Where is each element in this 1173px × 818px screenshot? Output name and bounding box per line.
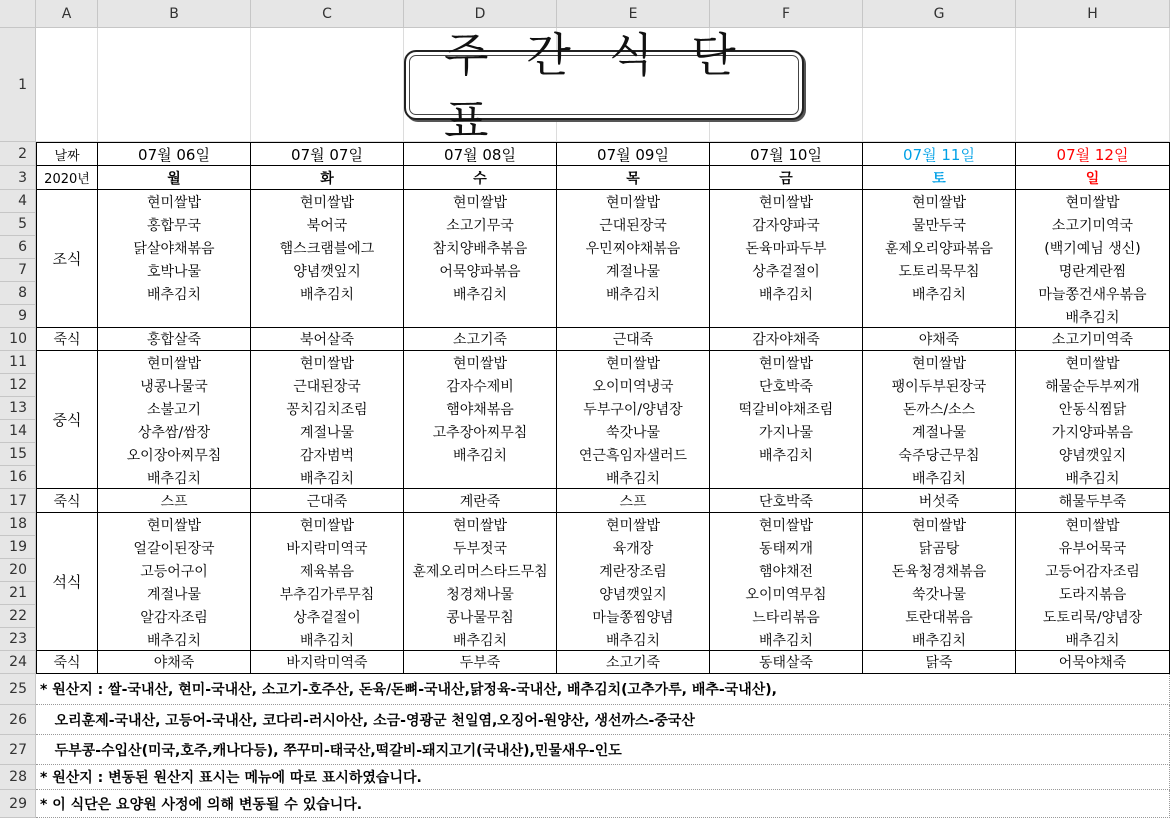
menu-item[interactable]: 현미쌀밥 — [911, 194, 967, 211]
menu-item[interactable]: 배추김치 — [1065, 632, 1120, 649]
menu-item[interactable]: 소고기미역국 — [1051, 217, 1134, 234]
menu-item[interactable]: 양념깻잎지 — [1058, 447, 1127, 464]
porridge-item[interactable]: 소고기죽 — [557, 651, 710, 674]
row-header-11[interactable]: 11 — [0, 351, 36, 374]
menu-item[interactable]: 쑥갓나물 — [605, 424, 661, 441]
menu-item[interactable]: 해물순두부찌개 — [1045, 378, 1140, 395]
menu-item[interactable]: 현미쌀밥 — [299, 194, 355, 211]
column-header-E[interactable]: E — [557, 0, 710, 28]
menu-item[interactable]: 현미쌀밥 — [299, 355, 355, 372]
row-header-8[interactable]: 8 — [0, 282, 36, 305]
porridge-item[interactable]: 어묵야채죽 — [1016, 651, 1170, 674]
porridge-label[interactable]: 죽식 — [36, 489, 98, 513]
porridge-item[interactable]: 홍합살죽 — [98, 328, 251, 351]
menu-item[interactable] — [251, 305, 403, 328]
menu-item[interactable]: 현미쌀밥 — [452, 517, 508, 534]
weekday-cell[interactable]: 수 — [404, 166, 557, 190]
porridge-item[interactable]: 야채죽 — [863, 328, 1016, 351]
menu-item[interactable]: 도라지볶음 — [1058, 586, 1127, 603]
menu-item[interactable]: 배추김치 — [452, 447, 508, 464]
menu-item[interactable]: 현미쌀밥 — [605, 517, 661, 534]
menu-item[interactable]: 안동식찜닭 — [1058, 401, 1127, 418]
menu-item[interactable]: 계절나물 — [911, 424, 967, 441]
row-header-1[interactable]: 1 — [0, 28, 36, 142]
menu-item[interactable]: 어묵양파볶음 — [439, 263, 521, 280]
row-header-5[interactable]: 5 — [0, 213, 36, 236]
row-header-18[interactable]: 18 — [0, 513, 36, 536]
porridge-item[interactable]: 근대죽 — [251, 489, 404, 513]
menu-item[interactable]: 북어국 — [306, 217, 348, 234]
row-header-4[interactable]: 4 — [0, 190, 36, 213]
menu-item[interactable]: 현미쌀밥 — [146, 355, 202, 372]
menu-item[interactable]: 햄야채볶음 — [446, 401, 514, 418]
menu-item[interactable]: 감자양파국 — [752, 217, 820, 234]
menu-item[interactable]: 훈제오리머스타드무침 — [412, 563, 548, 580]
menu-item[interactable]: 배추김치 — [452, 286, 508, 303]
menu-item[interactable]: 배추김치 — [605, 286, 661, 303]
row-header-9[interactable]: 9 — [0, 305, 36, 328]
origin-note[interactable]: * 원산지 : 쌀-국내산, 현미-국내산, 소고기-호주산, 돈육/돈뼈-국내산,닭정육-국내산, 배추김치(고추가루, 배추-국내산), — [36, 674, 1170, 705]
menu-item[interactable]: 현미쌀밥 — [758, 517, 814, 534]
porridge-item[interactable]: 근대죽 — [557, 328, 710, 351]
menu-item[interactable]: 부추김가루무침 — [279, 586, 375, 603]
menu-item[interactable]: 배추김치 — [146, 470, 202, 487]
menu-item[interactable]: 배추김치 — [299, 286, 355, 303]
porridge-item[interactable]: 단호박죽 — [710, 489, 863, 513]
row-header-17[interactable]: 17 — [0, 489, 36, 513]
menu-item[interactable]: 현미쌀밥 — [299, 517, 355, 534]
year-label[interactable]: 2020년 — [36, 166, 98, 190]
porridge-item[interactable]: 버섯죽 — [863, 489, 1016, 513]
menu-item[interactable]: 돈육청경채볶음 — [891, 563, 987, 580]
menu-item[interactable]: 양념깻잎지 — [293, 263, 361, 280]
porridge-item[interactable]: 소고기죽 — [404, 328, 557, 351]
menu-item[interactable]: 돈까스/소스 — [902, 401, 976, 418]
cell[interactable] — [36, 28, 98, 142]
menu-item[interactable]: 고등어감자조림 — [1045, 563, 1140, 580]
cell[interactable] — [1016, 28, 1170, 142]
menu-item[interactable]: 참치양배추볶음 — [432, 240, 528, 257]
row-header-26[interactable]: 26 — [0, 705, 36, 735]
menu-item[interactable]: 근대된장국 — [599, 217, 667, 234]
menu-item[interactable]: 현미쌀밥 — [146, 194, 202, 211]
column-header-G[interactable]: G — [863, 0, 1016, 28]
row-header-10[interactable]: 10 — [0, 328, 36, 351]
menu-item[interactable]: 돈육마파두부 — [745, 240, 827, 257]
menu-item[interactable]: 현미쌀밥 — [758, 355, 814, 372]
menu-item[interactable]: 현미쌀밥 — [758, 194, 814, 211]
cell[interactable] — [98, 28, 251, 142]
weekday-cell[interactable]: 월 — [98, 166, 251, 190]
menu-item[interactable]: (백기예님 생신) — [1044, 240, 1141, 257]
menu-item[interactable]: 마늘쫑건새우볶음 — [1038, 286, 1147, 303]
menu-item[interactable]: 배추김치 — [146, 632, 202, 649]
row-header-3[interactable]: 3 — [0, 166, 36, 190]
origin-note[interactable]: 오리훈제-국내산, 고등어-국내산, 코다리-러시아산, 소금-영광군 천일염,오징어-원양산, 생선까스-중국산 — [36, 705, 1170, 735]
column-header-B[interactable]: B — [98, 0, 251, 28]
menu-item[interactable]: 알감자조림 — [140, 609, 208, 626]
weekday-cell[interactable]: 금 — [710, 166, 863, 190]
menu-item[interactable] — [404, 466, 556, 489]
row-header-27[interactable]: 27 — [0, 735, 36, 765]
lunch-label[interactable]: 중식 — [36, 351, 98, 489]
menu-item[interactable]: 냉콩나물국 — [140, 378, 208, 395]
menu-item[interactable] — [863, 305, 1015, 328]
date-cell[interactable]: 07월 10일 — [710, 142, 863, 166]
menu-title: 주간식단표 — [404, 50, 804, 120]
menu-item[interactable]: 현미쌀밥 — [911, 517, 967, 534]
row-header-20[interactable]: 20 — [0, 559, 36, 582]
menu-item[interactable]: 콩나물무침 — [446, 609, 514, 626]
menu-item[interactable]: 현미쌀밥 — [1065, 194, 1120, 211]
cell[interactable] — [251, 28, 404, 142]
menu-item[interactable]: 닭살야채볶음 — [133, 240, 215, 257]
menu-item[interactable]: 계란장조림 — [599, 563, 667, 580]
menu-item[interactable]: 물만두국 — [911, 217, 967, 234]
menu-item[interactable]: 떡갈비야채조림 — [738, 401, 834, 418]
date-cell[interactable]: 07월 07일 — [251, 142, 404, 166]
date-cell[interactable]: 07월 11일 — [863, 142, 1016, 166]
column-header-H[interactable]: H — [1016, 0, 1170, 28]
menu-item[interactable]: 명란계란찜 — [1058, 263, 1127, 280]
menu-item[interactable]: 현미쌀밥 — [452, 194, 508, 211]
row-header-7[interactable]: 7 — [0, 259, 36, 282]
menu-item[interactable]: 배추김치 — [1065, 470, 1120, 487]
menu-item[interactable]: 근대된장국 — [293, 378, 361, 395]
menu-item[interactable]: 상추겉절이 — [752, 263, 820, 280]
column-header-F[interactable]: F — [710, 0, 863, 28]
menu-item[interactable]: 도토리묵무침 — [898, 263, 980, 280]
menu-item[interactable]: 소불고기 — [146, 401, 202, 418]
menu-item[interactable]: 오이장아찌무침 — [126, 447, 222, 464]
menu-item[interactable]: 두부젓국 — [452, 540, 508, 557]
weekday-cell[interactable]: 목 — [557, 166, 710, 190]
menu-item[interactable]: 가지나물 — [758, 424, 814, 441]
menu-item[interactable]: 얼갈이된장국 — [133, 540, 215, 557]
porridge-item[interactable]: 닭죽 — [863, 651, 1016, 674]
menu-item[interactable]: 현미쌀밥 — [605, 194, 661, 211]
cell[interactable] — [863, 28, 1016, 142]
row-header-22[interactable]: 22 — [0, 605, 36, 628]
date-cell[interactable]: 07월 08일 — [404, 142, 557, 166]
menu-item[interactable]: 쑥갓나물 — [911, 586, 967, 603]
menu-item[interactable]: 감자범벅 — [299, 447, 355, 464]
porridge-item[interactable]: 감자야채죽 — [710, 328, 863, 351]
porridge-item[interactable]: 스프 — [98, 489, 251, 513]
menu-item[interactable]: 고등어구이 — [140, 563, 208, 580]
menu-item[interactable]: 바지락미역국 — [286, 540, 368, 557]
date-cell[interactable]: 07월 09일 — [557, 142, 710, 166]
weekday-cell[interactable]: 일 — [1016, 166, 1170, 190]
row-header-15[interactable]: 15 — [0, 443, 36, 466]
menu-item[interactable]: 감자수제비 — [446, 378, 514, 395]
porridge-item[interactable]: 스프 — [557, 489, 710, 513]
menu-item[interactable]: 우민찌야채볶음 — [585, 240, 681, 257]
row-header-14[interactable]: 14 — [0, 420, 36, 443]
menu-item[interactable]: 꽁치김치조림 — [286, 401, 368, 418]
menu-item[interactable]: 토란대볶음 — [905, 609, 973, 626]
menu-item[interactable]: 햄스크램블에그 — [279, 240, 375, 257]
menu-item[interactable]: 배추김치 — [605, 632, 661, 649]
porridge-item[interactable]: 바지락미역죽 — [251, 651, 404, 674]
menu-item[interactable]: 현미쌀밥 — [911, 355, 967, 372]
menu-item[interactable]: 마늘쫑찜양념 — [592, 609, 674, 626]
menu-item[interactable]: 배추김치 — [758, 447, 814, 464]
menu-item[interactable]: 단호박죽 — [758, 378, 814, 395]
menu-item[interactable]: 현미쌀밥 — [1065, 355, 1120, 372]
row-header-19[interactable]: 19 — [0, 536, 36, 559]
menu-item[interactable]: 오이미역무침 — [745, 586, 827, 603]
menu-item[interactable]: 느타리볶음 — [752, 609, 820, 626]
porridge-item[interactable]: 해물두부죽 — [1016, 489, 1170, 513]
date-cell[interactable]: 07월 12일 — [1016, 142, 1170, 166]
porridge-item[interactable]: 동태살죽 — [710, 651, 863, 674]
menu-item[interactable]: 상추쌈/쌈장 — [137, 424, 211, 441]
column-header-A[interactable]: A — [36, 0, 98, 28]
menu-item[interactable]: 오이미역냉국 — [592, 378, 674, 395]
menu-item[interactable] — [404, 305, 556, 328]
porridge-item[interactable]: 야채죽 — [98, 651, 251, 674]
menu-item[interactable]: 계절나물 — [299, 424, 355, 441]
menu-item[interactable]: 배추김치 — [452, 632, 508, 649]
row-header-25[interactable]: 25 — [0, 674, 36, 705]
row-header-16[interactable]: 16 — [0, 466, 36, 489]
weekday-cell[interactable]: 화 — [251, 166, 404, 190]
row-header-24[interactable]: 24 — [0, 651, 36, 674]
row-header-12[interactable]: 12 — [0, 374, 36, 397]
menu-item[interactable]: 배추김치 — [299, 632, 355, 649]
menu-item[interactable]: 닭곰탕 — [918, 540, 960, 557]
menu-item[interactable]: 계절나물 — [146, 586, 202, 603]
menu-item[interactable]: 배추김치 — [758, 632, 814, 649]
row-header-23[interactable]: 23 — [0, 628, 36, 651]
date-cell[interactable]: 07월 06일 — [98, 142, 251, 166]
menu-item[interactable]: 가지양파볶음 — [1051, 424, 1134, 441]
menu-item[interactable]: 홍합무국 — [146, 217, 202, 234]
date-label[interactable]: 날짜 — [36, 142, 98, 166]
menu-item[interactable]: 소고기무국 — [446, 217, 514, 234]
column-header-C[interactable]: C — [251, 0, 404, 28]
weekday-cell[interactable]: 토 — [863, 166, 1016, 190]
porridge-item[interactable]: 계란죽 — [404, 489, 557, 513]
menu-item[interactable] — [98, 305, 250, 328]
menu-item[interactable]: 현미쌀밥 — [1065, 517, 1120, 534]
menu-item[interactable]: 현미쌀밥 — [605, 355, 661, 372]
menu-item[interactable]: 육개장 — [612, 540, 654, 557]
menu-item[interactable]: 배추김치 — [911, 632, 967, 649]
menu-item[interactable]: 제육볶음 — [299, 563, 355, 580]
row-header-6[interactable]: 6 — [0, 236, 36, 259]
menu-item[interactable]: 고추장아찌무침 — [432, 424, 528, 441]
origin-note[interactable]: * 원산지 : 변동된 원산지 표시는 메뉴에 따로 표시하였습니다. — [36, 765, 1170, 790]
menu-item[interactable]: 두부구이/양념장 — [583, 401, 683, 418]
menu-item[interactable]: 양념깻잎지 — [599, 586, 667, 603]
menu-item[interactable]: 배추김치 — [758, 286, 814, 303]
menu-item[interactable]: 도토리묵/양념장 — [1042, 609, 1143, 626]
menu-item[interactable]: 현미쌀밥 — [452, 355, 508, 372]
row-header-2[interactable]: 2 — [0, 142, 36, 166]
menu-item[interactable]: 계절나물 — [605, 263, 661, 280]
menu-item[interactable]: 현미쌀밥 — [146, 517, 202, 534]
origin-note[interactable]: * 이 식단은 요양원 사정에 의해 변동될 수 있습니다. — [36, 790, 1170, 818]
porridge-item[interactable]: 소고기미역죽 — [1016, 328, 1170, 351]
menu-item[interactable]: 배추김치 — [911, 470, 967, 487]
menu-item[interactable] — [710, 305, 862, 328]
menu-item[interactable]: 배추김치 — [1065, 309, 1120, 326]
menu-item[interactable]: 호박나물 — [146, 263, 202, 280]
menu-item[interactable]: 상추겉절이 — [293, 609, 361, 626]
porridge-item[interactable]: 북어살죽 — [251, 328, 404, 351]
row-header-13[interactable]: 13 — [0, 397, 36, 420]
menu-item[interactable]: 팽이두부된장국 — [891, 378, 987, 395]
breakfast-label[interactable]: 조식 — [36, 190, 98, 328]
menu-item[interactable]: 숙주당근무침 — [898, 447, 980, 464]
row-header-21[interactable]: 21 — [0, 582, 36, 605]
menu-item[interactable]: 배추김치 — [146, 286, 202, 303]
menu-item[interactable]: 유부어묵국 — [1058, 540, 1127, 557]
row-header-28[interactable]: 28 — [0, 765, 36, 790]
menu-item[interactable]: 배추김치 — [911, 286, 967, 303]
menu-item[interactable]: 훈제오리양파볶음 — [884, 240, 994, 257]
menu-item[interactable]: 연근흑임자샐러드 — [578, 447, 688, 464]
origin-note[interactable]: 두부콩-수입산(미국,호주,캐나다등), 쭈꾸미-태국산,떡갈비-돼지고기(국내산),민물새우-인도 — [36, 735, 1170, 765]
dinner-label[interactable]: 석식 — [36, 513, 98, 651]
porridge-label[interactable]: 죽식 — [36, 328, 98, 351]
menu-item[interactable]: 동태찌개 — [758, 540, 814, 557]
menu-item[interactable] — [710, 466, 862, 489]
menu-item[interactable]: 배추김치 — [605, 470, 661, 487]
porridge-label[interactable]: 죽식 — [36, 651, 98, 674]
row-header-29[interactable]: 29 — [0, 790, 36, 818]
menu-item[interactable] — [557, 305, 709, 328]
select-all-corner[interactable] — [0, 0, 36, 28]
menu-item[interactable]: 배추김치 — [299, 470, 355, 487]
menu-item[interactable]: 청경채나물 — [446, 586, 514, 603]
porridge-item[interactable]: 두부죽 — [404, 651, 557, 674]
column-header-D[interactable]: D — [404, 0, 557, 28]
menu-item[interactable]: 햄야채전 — [758, 563, 814, 580]
